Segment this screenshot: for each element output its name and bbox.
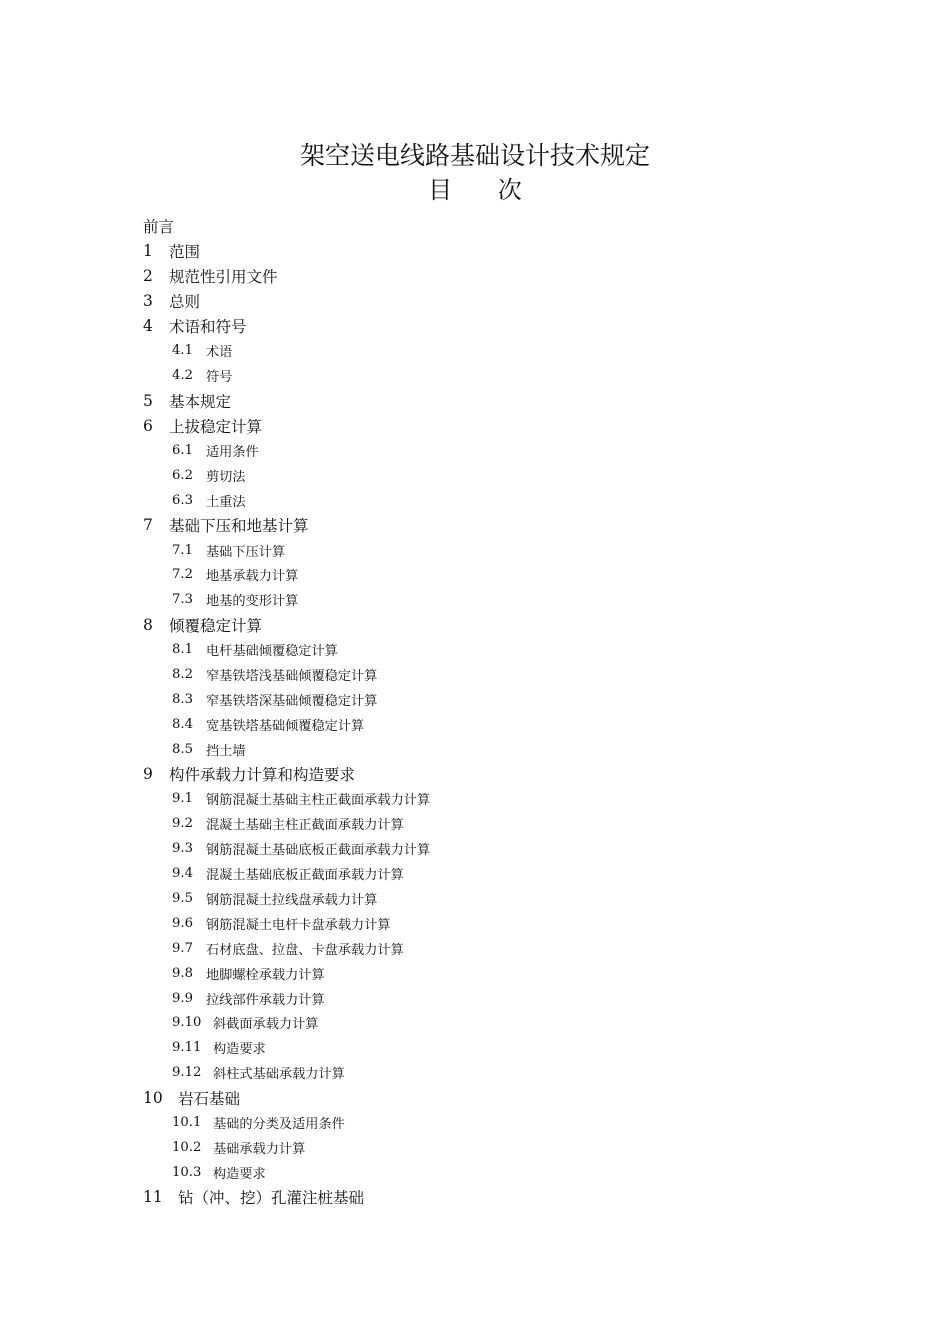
toc-entry-number: 9 bbox=[143, 765, 153, 784]
toc-chapter-entry[interactable] bbox=[143, 214, 843, 239]
toc-entry-title: 地基承载力计算 bbox=[206, 569, 299, 585]
toc-entry-title: 符号 bbox=[206, 370, 233, 386]
toc-chapter-entry[interactable] bbox=[143, 762, 843, 787]
toc-entry-number: 9.2 bbox=[172, 816, 193, 832]
toc-entry-number: 9.11 bbox=[172, 1040, 202, 1056]
toc-section-entry[interactable] bbox=[143, 936, 843, 961]
toc-section-entry[interactable] bbox=[143, 886, 843, 911]
toc-entry-title: 电杆基础倾覆稳定计算 bbox=[206, 644, 338, 660]
toc-entry-title: 上拔稳定计算 bbox=[169, 417, 263, 436]
toc-entry-title: 基本规定 bbox=[169, 392, 232, 411]
toc-entry-number: 10.1 bbox=[172, 1115, 202, 1130]
toc-entry-number: 9.9 bbox=[172, 990, 193, 1006]
toc-entry-title: 构造要求 bbox=[213, 1166, 266, 1182]
toc-entry-number: 7.2 bbox=[172, 567, 193, 583]
toc-entry-title: 基础承载力计算 bbox=[213, 1141, 306, 1157]
toc-entry-title: 构造要求 bbox=[213, 1042, 266, 1058]
toc-entry-number: 8.1 bbox=[172, 642, 193, 658]
toc-entry-title: 斜截面承载力计算 bbox=[213, 1017, 319, 1033]
toc-section-entry[interactable] bbox=[143, 1135, 843, 1160]
toc-entry-title: 钢筋混凝土基础底板正截面承载力计算 bbox=[206, 843, 431, 859]
toc-entry-title: 前言 bbox=[143, 218, 175, 237]
toc-entry-title: 范围 bbox=[169, 243, 201, 262]
toc-entry-title: 石材底盘、拉盘、卡盘承载力计算 bbox=[206, 942, 404, 958]
toc-entry-number: 6 bbox=[143, 416, 153, 435]
toc-entry-title: 钻（冲、挖）孔灌注桩基础 bbox=[178, 1189, 365, 1208]
toc-entry-number: 9.1 bbox=[172, 791, 193, 807]
toc-section-entry[interactable] bbox=[143, 1011, 843, 1036]
toc-section-entry[interactable] bbox=[143, 836, 843, 861]
toc-entry-title: 宽基铁塔基础倾覆稳定计算 bbox=[206, 718, 365, 734]
toc-section-entry[interactable] bbox=[143, 986, 843, 1011]
toc-entry-number: 6.3 bbox=[172, 492, 193, 508]
toc-section-entry[interactable] bbox=[143, 911, 843, 936]
toc-entry-title: 基础的分类及适用条件 bbox=[213, 1117, 345, 1132]
toc-entry-number: 9.5 bbox=[172, 890, 193, 906]
toc-entry-title: 钢筋混凝土拉线盘承载力计算 bbox=[206, 892, 378, 908]
toc-entry-title: 倾覆稳定计算 bbox=[169, 616, 263, 635]
toc-section-entry[interactable] bbox=[143, 737, 843, 762]
toc-entry-title: 混凝土基础底板正截面承载力计算 bbox=[206, 868, 404, 884]
toc-chapter-entry[interactable] bbox=[143, 239, 843, 264]
toc-entry-number: 6.1 bbox=[172, 442, 193, 458]
toc-entry-number: 9.3 bbox=[172, 841, 193, 857]
toc-entry-number: 7 bbox=[143, 516, 153, 535]
toc-chapter-entry[interactable] bbox=[143, 513, 843, 538]
toc-entry-number: 11 bbox=[143, 1188, 163, 1207]
toc-entry-title: 斜柱式基础承载力计算 bbox=[213, 1067, 345, 1083]
toc-entry-number: 8.4 bbox=[172, 716, 193, 732]
toc-section-entry[interactable] bbox=[143, 538, 843, 563]
toc-entry-number: 9.6 bbox=[172, 915, 193, 931]
toc-entry-number: 9.4 bbox=[172, 866, 193, 882]
toc-entry-number: 3 bbox=[143, 292, 153, 311]
toc-section-entry[interactable] bbox=[143, 1110, 843, 1135]
toc-entry-number: 9.8 bbox=[172, 965, 193, 981]
toc-entry-title: 岩石基础 bbox=[178, 1089, 241, 1108]
toc-section-entry[interactable] bbox=[143, 637, 843, 662]
toc-entry-title: 钢筋混凝土电杆卡盘承载力计算 bbox=[206, 917, 391, 933]
toc-section-entry[interactable] bbox=[143, 662, 843, 687]
toc-chapter-entry[interactable] bbox=[143, 1085, 843, 1110]
toc-section-entry[interactable] bbox=[143, 961, 843, 986]
toc-section-entry[interactable] bbox=[143, 363, 843, 388]
toc-entry-title: 土重法 bbox=[206, 494, 246, 510]
toc-heading: 目 次 bbox=[428, 176, 522, 204]
toc-section-entry[interactable] bbox=[143, 811, 843, 836]
toc-chapter-entry[interactable] bbox=[143, 388, 843, 413]
toc-entry-title: 钢筋混凝土基础主柱正截面承载力计算 bbox=[206, 793, 431, 809]
toc-chapter-entry[interactable] bbox=[143, 289, 843, 314]
toc-entry-number: 8 bbox=[143, 615, 153, 634]
toc-entry-number: 2 bbox=[143, 267, 153, 286]
toc-entry-number: 8.5 bbox=[172, 741, 193, 757]
toc-entry-number: 5 bbox=[143, 391, 153, 410]
toc-entry-title: 基础下压和地基计算 bbox=[169, 517, 309, 536]
toc-chapter-entry[interactable] bbox=[143, 612, 843, 637]
toc-entry-title: 混凝土基础主柱正截面承载力计算 bbox=[206, 818, 404, 834]
toc-section-entry[interactable] bbox=[143, 712, 843, 737]
toc-entry-title: 拉线部件承载力计算 bbox=[206, 992, 325, 1008]
toc-section-entry[interactable] bbox=[143, 687, 843, 712]
toc-entry-number: 9.7 bbox=[172, 940, 193, 956]
toc-entry-title: 窄基铁塔浅基础倾覆稳定计算 bbox=[206, 668, 378, 684]
document-title: 架空送电线路基础设计技术规定 bbox=[299, 140, 650, 170]
toc-entry-title: 术语 bbox=[206, 345, 233, 361]
toc-section-entry[interactable] bbox=[143, 861, 843, 886]
toc-entry-number: 1 bbox=[143, 242, 153, 261]
toc-section-entry[interactable] bbox=[143, 1160, 843, 1185]
toc-entry-number: 7.3 bbox=[172, 592, 193, 608]
toc-entry-title: 规范性引用文件 bbox=[169, 268, 278, 287]
toc-entry-number: 10.2 bbox=[172, 1139, 202, 1155]
toc-entry-number: 9.12 bbox=[172, 1065, 202, 1081]
toc-entry-title: 适用条件 bbox=[206, 444, 259, 460]
toc-entry-title: 剪切法 bbox=[206, 469, 246, 485]
toc-section-entry[interactable] bbox=[143, 1060, 843, 1085]
toc-entry-title: 挡土墙 bbox=[206, 743, 246, 759]
toc-section-entry[interactable] bbox=[143, 488, 843, 513]
toc-chapter-entry[interactable] bbox=[143, 314, 843, 339]
toc-entry-number: 4.2 bbox=[172, 368, 193, 384]
toc-entry-title: 窄基铁塔深基础倾覆稳定计算 bbox=[206, 693, 378, 709]
toc-entry-number: 10 bbox=[143, 1088, 163, 1107]
table-of-contents bbox=[143, 214, 843, 1210]
toc-entry-number: 8.3 bbox=[172, 691, 193, 707]
toc-entry-title: 总则 bbox=[169, 293, 201, 312]
toc-chapter-entry[interactable] bbox=[143, 413, 843, 438]
toc-entry-number: 8.2 bbox=[172, 666, 193, 682]
toc-entry-title: 构件承载力计算和构造要求 bbox=[169, 766, 356, 785]
toc-entry-number: 9.10 bbox=[172, 1015, 202, 1031]
toc-entry-number: 7.1 bbox=[172, 542, 193, 558]
toc-section-entry[interactable] bbox=[143, 463, 843, 488]
toc-section-entry[interactable] bbox=[143, 562, 843, 587]
toc-entry-number: 10.3 bbox=[172, 1164, 202, 1180]
toc-section-entry[interactable] bbox=[143, 338, 843, 363]
toc-entry-number: 4.1 bbox=[172, 343, 193, 359]
toc-entry-title: 地基的变形计算 bbox=[206, 594, 299, 610]
toc-entry-title: 地脚螺栓承载力计算 bbox=[206, 967, 325, 983]
toc-section-entry[interactable] bbox=[143, 1035, 843, 1060]
toc-entry-title: 术语和符号 bbox=[169, 318, 247, 336]
toc-entry-title: 基础下压计算 bbox=[206, 544, 286, 560]
toc-section-entry[interactable] bbox=[143, 438, 843, 463]
toc-chapter-entry[interactable] bbox=[143, 1185, 843, 1210]
toc-entry-number: 6.2 bbox=[172, 467, 193, 483]
toc-section-entry[interactable] bbox=[143, 587, 843, 612]
toc-section-entry[interactable] bbox=[143, 786, 843, 811]
toc-entry-number: 4 bbox=[143, 317, 153, 335]
toc-chapter-entry[interactable] bbox=[143, 264, 843, 289]
